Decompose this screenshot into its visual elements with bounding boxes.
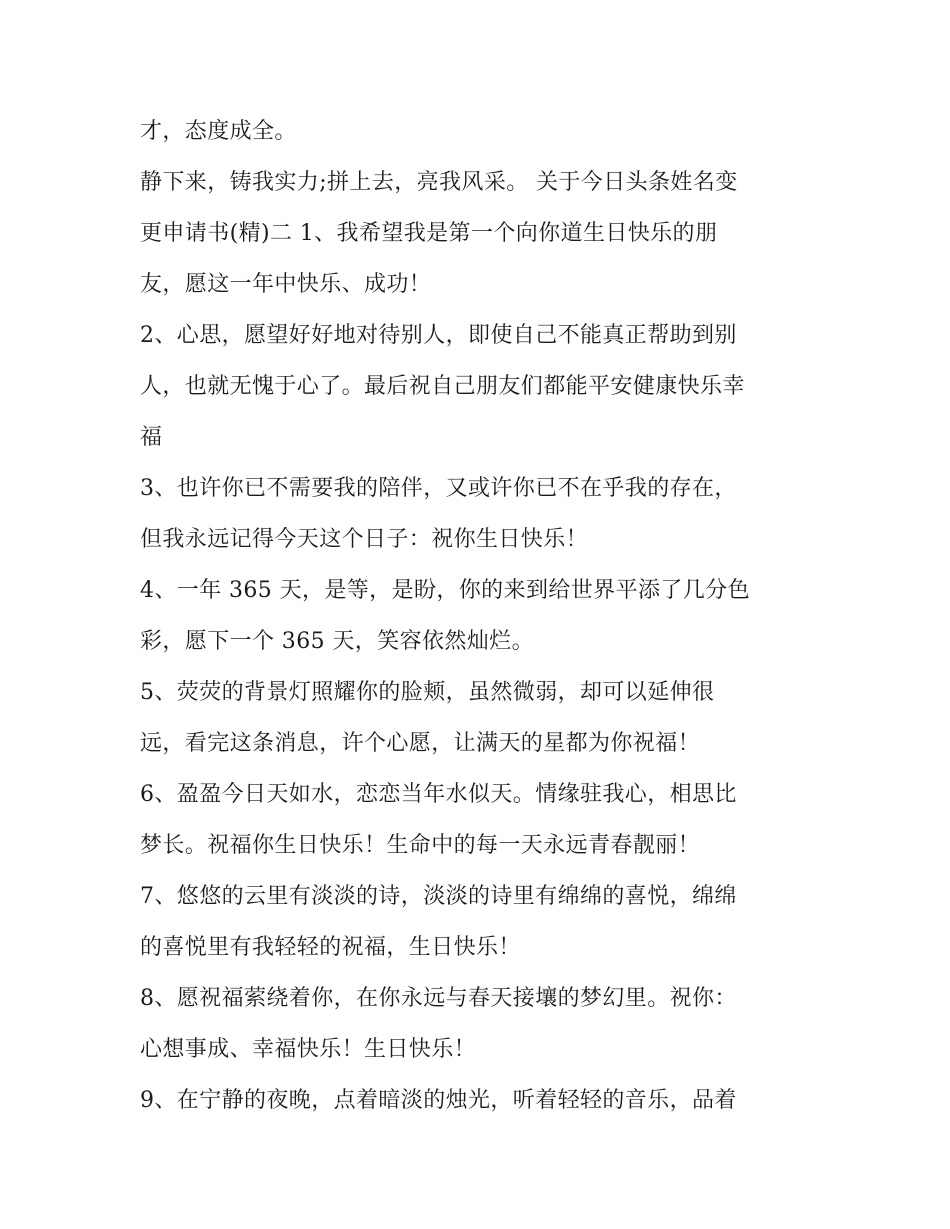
text-line: 的喜悦里有我轻轻的祝福，生日快乐！: [140, 935, 521, 960]
text-line: 福: [140, 425, 163, 450]
text-line: 梦长。祝福你生日快乐！生命中的每一天永远青春靓丽！: [140, 833, 701, 858]
text-line: 才，态度成全。: [140, 119, 297, 144]
text-line: 8、愿祝福萦绕着你，在你永远与春天接壤的梦幻里。祝你：: [140, 986, 737, 1011]
text-line: 但我永远记得今天这个日子：祝你生日快乐！: [140, 527, 589, 552]
text-line: 6、盈盈今日天如水，恋恋当年水似天。情缘驻我心，相思比: [140, 782, 737, 807]
text-line: 友，愿这一年中快乐、成功！: [140, 272, 432, 297]
text-line: 2、心思，愿望好好地对待别人，即使自己不能真正帮助到别: [140, 323, 737, 348]
text-line: 更申请书(精)二 1、我希望我是第一个向你道生日快乐的朋: [140, 221, 718, 246]
text-line: 5、荧荧的背景灯照耀你的脸颊，虽然微弱，却可以延伸很: [140, 680, 715, 705]
document-body: [140, 106, 820, 1126]
text-line: 彩，愿下一个 365 天，笑容依然灿烂。: [140, 629, 534, 654]
text-line: 4、一年 365 天，是等，是盼，你的来到给世界平添了几分色: [140, 578, 750, 603]
text-line: 静下来，铸我实力;拼上去，亮我风采。 关于今日头条姓名变: [140, 170, 738, 195]
text-line: 人，也就无愧于心了。最后祝自己朋友们都能平安健康快乐幸: [140, 374, 745, 399]
text-line: 9、在宁静的夜晚，点着暗淡的烛光，听着轻轻的音乐，品着: [140, 1088, 737, 1113]
text-line: 远，看完这条消息，许个心愿，让满天的星都为你祝福！: [140, 731, 701, 756]
text-line: 3、也许你已不需要我的陪伴，又或许你已不在乎我的存在，: [140, 476, 737, 501]
text-line: 心想事成、幸福快乐！生日快乐！: [140, 1037, 477, 1062]
text-line: 7、悠悠的云里有淡淡的诗，淡淡的诗里有绵绵的喜悦，绵绵: [140, 884, 737, 909]
